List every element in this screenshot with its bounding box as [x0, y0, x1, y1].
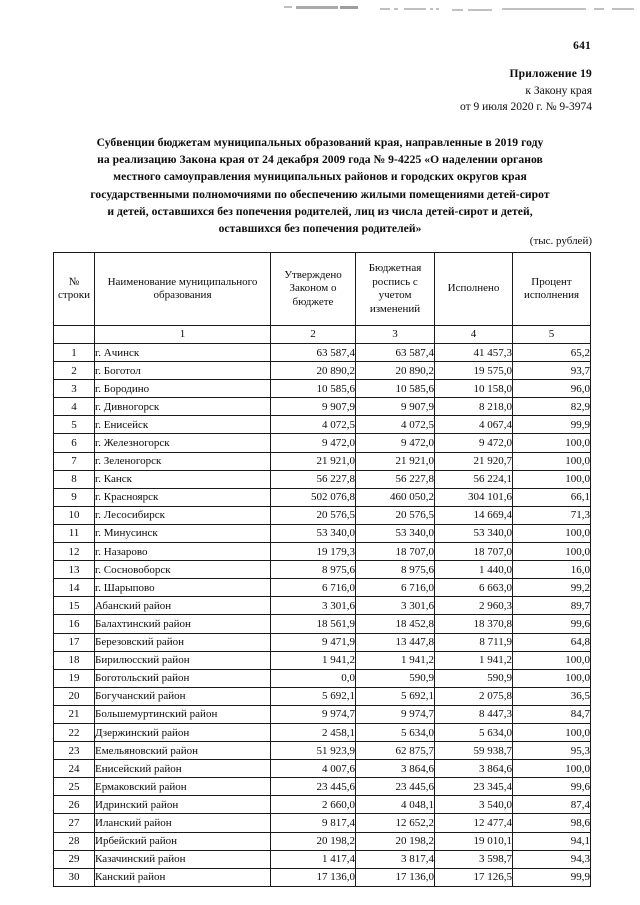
cell-budget-schedule: 6 716,0: [356, 579, 435, 597]
cell-row-number: 12: [54, 543, 95, 561]
cell-percent-executed: 65,2: [513, 344, 591, 362]
cell-budget-schedule: 13 447,8: [356, 633, 435, 651]
header-text: исполнения: [523, 289, 580, 301]
cell-municipality-name: Дзержинский район: [95, 723, 271, 741]
cell-row-number: 29: [54, 850, 95, 868]
cell-executed: 8 447,3: [435, 705, 513, 723]
cell-row-number: 3: [54, 380, 95, 398]
cell-budget-schedule: 9 472,0: [356, 434, 435, 452]
cell-executed: 18 707,0: [435, 543, 513, 561]
table-row: [54, 380, 591, 398]
table-row: [54, 416, 591, 434]
table-row: [54, 814, 591, 832]
cell-budget-schedule: 53 340,0: [356, 524, 435, 542]
cell-approved-by-law: 6 716,0: [271, 579, 356, 597]
title-line-6: оставшихся без попечения родителей»: [218, 222, 422, 236]
cell-budget-schedule: 460 050,2: [356, 488, 435, 506]
table-row: [54, 669, 591, 687]
cell-approved-by-law: 9 471,9: [271, 633, 356, 651]
header-text: образования: [153, 289, 212, 301]
table-row: [54, 760, 591, 778]
title-line-5: и детей, оставшихся без попечения родителей, лиц из числа детей-сирот и детей,: [107, 204, 533, 218]
cell-budget-schedule: 9 907,9: [356, 398, 435, 416]
cell-budget-schedule: 20 890,2: [356, 362, 435, 380]
cell-budget-schedule: 5 634,0: [356, 723, 435, 741]
header-text: Процент: [531, 275, 572, 288]
cell-row-number: 2: [54, 362, 95, 380]
cell-approved-by-law: 53 340,0: [271, 524, 356, 542]
cell-budget-schedule: 10 585,6: [356, 380, 435, 398]
cell-row-number: 28: [54, 832, 95, 850]
table-row: [54, 344, 591, 362]
cell-approved-by-law: 20 576,5: [271, 506, 356, 524]
cell-approved-by-law: 1 417,4: [271, 850, 356, 868]
table-row: [54, 742, 591, 760]
table-row: [54, 398, 591, 416]
cell-row-number: 9: [54, 488, 95, 506]
units-caption: (тыс. рублей): [529, 235, 592, 247]
cell-percent-executed: 99,6: [513, 778, 591, 796]
header-text: Законом о: [289, 282, 337, 295]
cell-row-number: 18: [54, 651, 95, 669]
cell-approved-by-law: 19 179,3: [271, 543, 356, 561]
cell-budget-schedule: 12 652,2: [356, 814, 435, 832]
column-header-approved-by-law: [271, 253, 356, 326]
cell-percent-executed: 98,6: [513, 814, 591, 832]
cell-municipality-name: г. Железногорск: [95, 434, 271, 452]
cell-row-number: 22: [54, 723, 95, 741]
table-row: [54, 850, 591, 868]
cell-municipality-name: г. Енисейск: [95, 416, 271, 434]
table-row: [54, 705, 591, 723]
cell-row-number: 26: [54, 796, 95, 814]
cell-executed: 59 938,7: [435, 742, 513, 760]
column-header-executed: [435, 253, 513, 326]
table-row: [54, 579, 591, 597]
table-row: [54, 687, 591, 705]
cell-approved-by-law: 0,0: [271, 669, 356, 687]
cell-municipality-name: г. Дивногорск: [95, 398, 271, 416]
cell-row-number: 27: [54, 814, 95, 832]
cell-executed: 10 158,0: [435, 380, 513, 398]
appendix-title: Приложение 19: [509, 68, 592, 80]
cell-executed: 41 457,3: [435, 344, 513, 362]
cell-row-number: 14: [54, 579, 95, 597]
column-index-2: 2: [271, 326, 356, 344]
cell-municipality-name: Енисейский район: [95, 760, 271, 778]
cell-executed: 4 067,4: [435, 416, 513, 434]
cell-budget-schedule: 21 921,0: [356, 452, 435, 470]
header-text: Бюджетная: [368, 262, 422, 274]
cell-approved-by-law: 1 941,2: [271, 651, 356, 669]
cell-approved-by-law: 21 921,0: [271, 452, 356, 470]
cell-percent-executed: 100,0: [513, 434, 591, 452]
cell-percent-executed: 100,0: [513, 651, 591, 669]
table-head: [54, 253, 591, 344]
cell-executed: 8 711,9: [435, 633, 513, 651]
cell-percent-executed: 100,0: [513, 470, 591, 488]
cell-row-number: 25: [54, 778, 95, 796]
cell-row-number: 13: [54, 561, 95, 579]
table-row: [54, 561, 591, 579]
cell-budget-schedule: 3 817,4: [356, 850, 435, 868]
table-row: [54, 723, 591, 741]
cell-percent-executed: 36,5: [513, 687, 591, 705]
cell-percent-executed: 100,0: [513, 543, 591, 561]
cell-executed: 56 224,1: [435, 470, 513, 488]
cell-executed: 8 218,0: [435, 398, 513, 416]
cell-percent-executed: 100,0: [513, 524, 591, 542]
cell-approved-by-law: 20 890,2: [271, 362, 356, 380]
cell-municipality-name: Абанский район: [95, 597, 271, 615]
cell-percent-executed: 84,7: [513, 705, 591, 723]
cell-executed: 17 126,5: [435, 868, 513, 886]
header-text: строки: [57, 289, 91, 301]
cell-executed: 23 345,4: [435, 778, 513, 796]
cell-approved-by-law: 10 585,6: [271, 380, 356, 398]
cell-approved-by-law: 5 692,1: [271, 687, 356, 705]
cell-percent-executed: 94,1: [513, 832, 591, 850]
cell-budget-schedule: 9 974,7: [356, 705, 435, 723]
cell-approved-by-law: 4 007,6: [271, 760, 356, 778]
cell-budget-schedule: 590,9: [356, 669, 435, 687]
cell-row-number: 20: [54, 687, 95, 705]
table-row: [54, 778, 591, 796]
table-row: [54, 434, 591, 452]
subventions-table: [53, 252, 591, 887]
cell-row-number: 6: [54, 434, 95, 452]
cell-percent-executed: 93,7: [513, 362, 591, 380]
cell-percent-executed: 95,3: [513, 742, 591, 760]
cell-municipality-name: Идринский район: [95, 796, 271, 814]
table-row: [54, 543, 591, 561]
cell-row-number: 1: [54, 344, 95, 362]
cell-executed: 5 634,0: [435, 723, 513, 741]
cell-percent-executed: 89,7: [513, 597, 591, 615]
cell-percent-executed: 66,1: [513, 488, 591, 506]
cell-municipality-name: г. Лесосибирск: [95, 506, 271, 524]
cell-executed: 12 477,4: [435, 814, 513, 832]
subventions-table-wrapper: [53, 252, 590, 887]
title-line-3: местного самоуправления муниципальных районов и городских округов края: [113, 170, 527, 184]
cell-row-number: 11: [54, 524, 95, 542]
cell-row-number: 23: [54, 742, 95, 760]
cell-row-number: 15: [54, 597, 95, 615]
cell-percent-executed: 100,0: [513, 452, 591, 470]
cell-approved-by-law: 9 907,9: [271, 398, 356, 416]
cell-approved-by-law: 9 817,4: [271, 814, 356, 832]
cell-municipality-name: Балахтинский район: [95, 615, 271, 633]
cell-municipality-name: Казачинский район: [95, 850, 271, 868]
cell-percent-executed: 64,8: [513, 633, 591, 651]
cell-row-number: 21: [54, 705, 95, 723]
header-text: Наименование муниципального: [107, 275, 258, 288]
cell-municipality-name: г. Красноярск: [95, 488, 271, 506]
cell-approved-by-law: 20 198,2: [271, 832, 356, 850]
cell-budget-schedule: 3 301,6: [356, 597, 435, 615]
cell-percent-executed: 100,0: [513, 723, 591, 741]
header-text: учетом: [378, 289, 412, 301]
column-index-4: 4: [435, 326, 513, 344]
cell-municipality-name: г. Шарыпово: [95, 579, 271, 597]
table-row: [54, 488, 591, 506]
cell-percent-executed: 94,3: [513, 850, 591, 868]
cell-approved-by-law: 502 076,8: [271, 488, 356, 506]
title-line-4: государственными полномочиями по обеспечению жилыми помещениями детей-сирот: [90, 187, 550, 201]
table-row: [54, 597, 591, 615]
cell-approved-by-law: 51 923,9: [271, 742, 356, 760]
table-row: [54, 633, 591, 651]
cell-approved-by-law: 3 301,6: [271, 597, 356, 615]
cell-executed: 3 598,7: [435, 850, 513, 868]
cell-executed: 19 010,1: [435, 832, 513, 850]
column-index-5: 5: [513, 326, 591, 344]
cell-executed: 1 941,2: [435, 651, 513, 669]
table-row: [54, 868, 591, 886]
cell-percent-executed: 16,0: [513, 561, 591, 579]
column-index-0: [54, 326, 95, 344]
cell-approved-by-law: 2 458,1: [271, 723, 356, 741]
cell-percent-executed: 96,0: [513, 380, 591, 398]
appendix-law-line: к Закону края: [525, 84, 592, 97]
cell-percent-executed: 99,2: [513, 579, 591, 597]
cell-budget-schedule: 56 227,8: [356, 470, 435, 488]
cell-percent-executed: 100,0: [513, 760, 591, 778]
cell-municipality-name: Ирбейский район: [95, 832, 271, 850]
table-row: [54, 362, 591, 380]
cell-row-number: 5: [54, 416, 95, 434]
table-body: [54, 344, 591, 887]
header-text: роспись с: [372, 275, 418, 288]
cell-executed: 18 370,8: [435, 615, 513, 633]
cell-municipality-name: Богучанский район: [95, 687, 271, 705]
cell-executed: 2 960,3: [435, 597, 513, 615]
table-row: [54, 615, 591, 633]
cell-executed: 14 669,4: [435, 506, 513, 524]
column-index-1: 1: [95, 326, 271, 344]
cell-approved-by-law: 23 445,6: [271, 778, 356, 796]
cell-row-number: 8: [54, 470, 95, 488]
cell-row-number: 19: [54, 669, 95, 687]
cell-budget-schedule: 62 875,7: [356, 742, 435, 760]
table-row: [54, 524, 591, 542]
cell-budget-schedule: 20 198,2: [356, 832, 435, 850]
cell-executed: 3 864,6: [435, 760, 513, 778]
appendix-date-line: от 9 июля 2020 г. № 9-3974: [460, 101, 592, 113]
cell-percent-executed: 100,0: [513, 669, 591, 687]
cell-budget-schedule: 3 864,6: [356, 760, 435, 778]
column-header-row-number: [54, 253, 95, 326]
cell-budget-schedule: 18 452,8: [356, 615, 435, 633]
cell-approved-by-law: 9 472,0: [271, 434, 356, 452]
cell-percent-executed: 99,6: [513, 615, 591, 633]
header-text: изменений: [369, 302, 421, 315]
cell-approved-by-law: 17 136,0: [271, 868, 356, 886]
title-line-1: Субвенции бюджетам муниципальных образований края, направленные в 2019 году: [96, 136, 544, 149]
table-header-row: [54, 253, 591, 326]
table-row: [54, 651, 591, 669]
cell-row-number: 17: [54, 633, 95, 651]
column-header-municipality-name: [95, 253, 271, 326]
cell-executed: 1 440,0: [435, 561, 513, 579]
cell-row-number: 4: [54, 398, 95, 416]
cell-budget-schedule: 20 576,5: [356, 506, 435, 524]
column-index-3: 3: [356, 326, 435, 344]
cell-budget-schedule: 63 587,4: [356, 344, 435, 362]
cell-executed: 21 920,7: [435, 452, 513, 470]
cell-approved-by-law: 4 072,5: [271, 416, 356, 434]
cell-municipality-name: Большемуртинский район: [95, 705, 271, 723]
cell-municipality-name: Канский район: [95, 868, 271, 886]
cell-budget-schedule: 18 707,0: [356, 543, 435, 561]
cell-percent-executed: 82,9: [513, 398, 591, 416]
title-line-2: на реализацию Закона края от 24 декабря 2009 года № 9-4225 «О наделении органов: [97, 153, 543, 167]
cell-municipality-name: Боготольский район: [95, 669, 271, 687]
cell-approved-by-law: 9 974,7: [271, 705, 356, 723]
cell-municipality-name: Ермаковский район: [95, 778, 271, 796]
cell-budget-schedule: 4 072,5: [356, 416, 435, 434]
cell-budget-schedule: 4 048,1: [356, 796, 435, 814]
cell-municipality-name: г. Боготол: [95, 362, 271, 380]
cell-executed: 3 540,0: [435, 796, 513, 814]
cell-percent-executed: 71,3: [513, 506, 591, 524]
cell-approved-by-law: 56 227,8: [271, 470, 356, 488]
cell-municipality-name: Березовский район: [95, 633, 271, 651]
cell-row-number: 10: [54, 506, 95, 524]
cell-executed: 304 101,6: [435, 488, 513, 506]
cell-municipality-name: Иланский район: [95, 814, 271, 832]
header-text: №: [68, 275, 80, 288]
cell-executed: 53 340,0: [435, 524, 513, 542]
cell-approved-by-law: 2 660,0: [271, 796, 356, 814]
cell-approved-by-law: 18 561,9: [271, 615, 356, 633]
cell-budget-schedule: 8 975,6: [356, 561, 435, 579]
column-header-budget-schedule: [356, 253, 435, 326]
header-text: Утверждено: [284, 268, 342, 281]
header-text: Исполнено: [447, 282, 500, 295]
table-row: [54, 796, 591, 814]
cell-row-number: 16: [54, 615, 95, 633]
cell-executed: 19 575,0: [435, 362, 513, 380]
cell-municipality-name: г. Зеленогорск: [95, 452, 271, 470]
table-column-number-row: [54, 326, 591, 344]
table-row: [54, 470, 591, 488]
cell-municipality-name: г. Минусинск: [95, 524, 271, 542]
cell-budget-schedule: 5 692,1: [356, 687, 435, 705]
cell-executed: 9 472,0: [435, 434, 513, 452]
cell-municipality-name: г. Канск: [95, 470, 271, 488]
cell-row-number: 24: [54, 760, 95, 778]
table-row: [54, 452, 591, 470]
page-number: 641: [573, 40, 591, 52]
cell-municipality-name: г. Назарово: [95, 543, 271, 561]
cell-percent-executed: 87,4: [513, 796, 591, 814]
cell-executed: 590,9: [435, 669, 513, 687]
cell-municipality-name: г. Ачинск: [95, 344, 271, 362]
cell-budget-schedule: 17 136,0: [356, 868, 435, 886]
cell-municipality-name: Бирилюсский район: [95, 651, 271, 669]
cell-row-number: 30: [54, 868, 95, 886]
appendix-reference: [0, 66, 592, 116]
column-header-percent-executed: [513, 253, 591, 326]
cell-row-number: 7: [54, 452, 95, 470]
cell-municipality-name: г. Бородино: [95, 380, 271, 398]
cell-percent-executed: 99,9: [513, 416, 591, 434]
cell-municipality-name: Емельяновский район: [95, 742, 271, 760]
document-title: [56, 134, 584, 237]
cell-budget-schedule: 23 445,6: [356, 778, 435, 796]
table-row: [54, 832, 591, 850]
cell-executed: 2 075,8: [435, 687, 513, 705]
cell-approved-by-law: 63 587,4: [271, 344, 356, 362]
cell-budget-schedule: 1 941,2: [356, 651, 435, 669]
table-row: [54, 506, 591, 524]
cell-executed: 6 663,0: [435, 579, 513, 597]
header-text: бюджете: [292, 295, 334, 308]
cell-approved-by-law: 8 975,6: [271, 561, 356, 579]
cell-municipality-name: г. Сосновоборск: [95, 561, 271, 579]
cell-percent-executed: 99,9: [513, 868, 591, 886]
